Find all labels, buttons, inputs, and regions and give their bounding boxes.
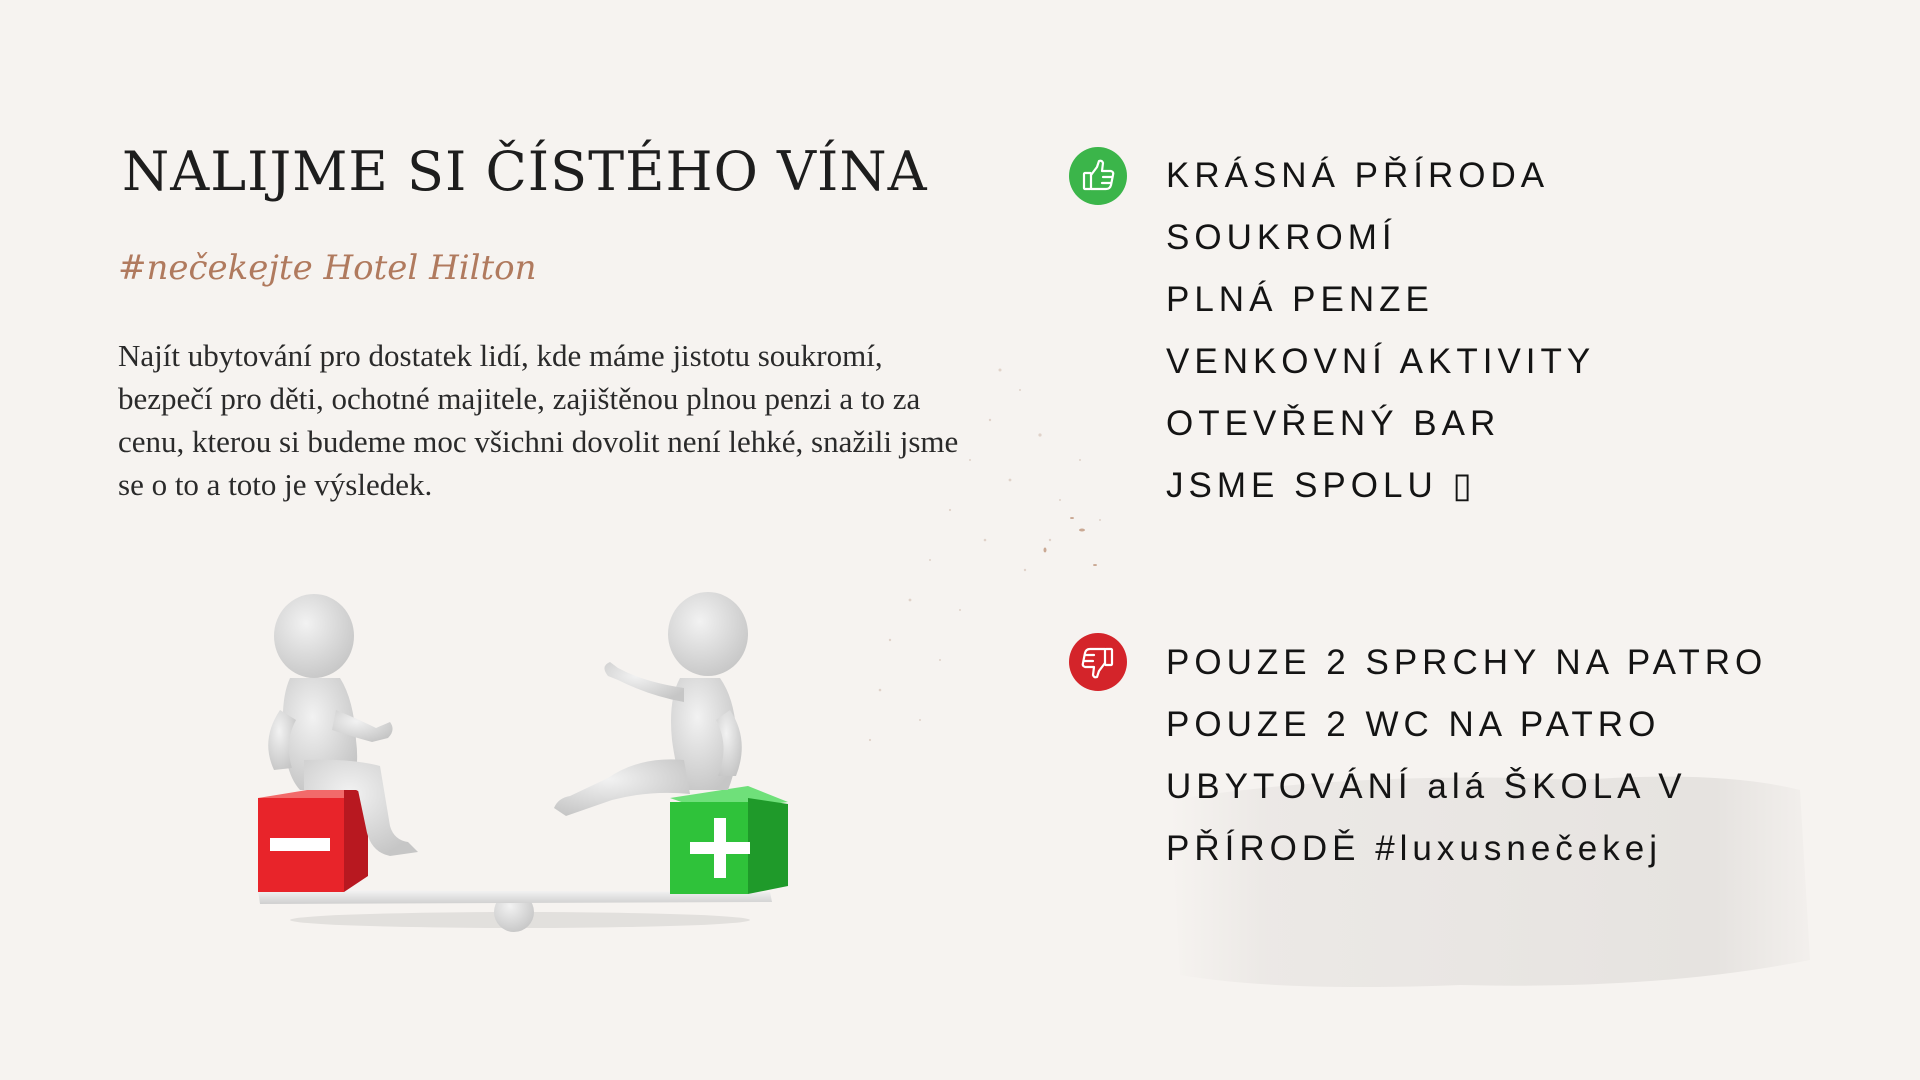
plus-block	[670, 786, 788, 894]
page-title: NALIJME SI ČÍSTÉHO VÍNA	[122, 140, 928, 203]
cons-item: POUZE 2 SPRCHY NA PATRO	[1166, 643, 1768, 682]
seesaw-figures-illustration	[240, 590, 800, 940]
pros-badge	[1069, 147, 1127, 205]
pros-item: VENKOVNÍ AKTIVITY	[1166, 342, 1596, 381]
pros-item: KRÁSNÁ PŘÍRODA	[1166, 156, 1550, 195]
cons-item: UBYTOVÁNÍ alá ŠKOLA V	[1166, 767, 1687, 806]
cons-item: POUZE 2 WC NA PATRO	[1166, 705, 1661, 744]
right-figure	[554, 592, 748, 816]
thumbs-down-icon	[1069, 633, 1127, 691]
pros-item: SOUKROMÍ	[1166, 218, 1397, 257]
cons-list	[1166, 632, 1767, 880]
pros-item: OTEVŘENÝ BAR	[1166, 404, 1501, 443]
hashtag-subtitle: #nečekejte Hotel Hilton	[118, 248, 537, 288]
cons-item: PŘÍRODĚ #luxusnečekej	[1166, 829, 1662, 868]
pros-item: PLNÁ PENZE	[1166, 280, 1434, 319]
thumbs-up-icon	[1069, 147, 1127, 205]
minus-block	[258, 784, 368, 892]
cons-badge	[1069, 633, 1127, 691]
pros-list	[1166, 145, 1595, 517]
intro-paragraph: Najít ubytování pro dostatek lidí, kde máme jistotu soukromí, bezpečí pro děti, ochotné majitele, zajištěnou plnou penzi a to za cenu, kterou si budeme moc všichni dovolit není lehké, snažili jsme se o to a toto je výsledek.	[118, 338, 959, 502]
pros-item: JSME SPOLU ▯	[1166, 466, 1477, 505]
